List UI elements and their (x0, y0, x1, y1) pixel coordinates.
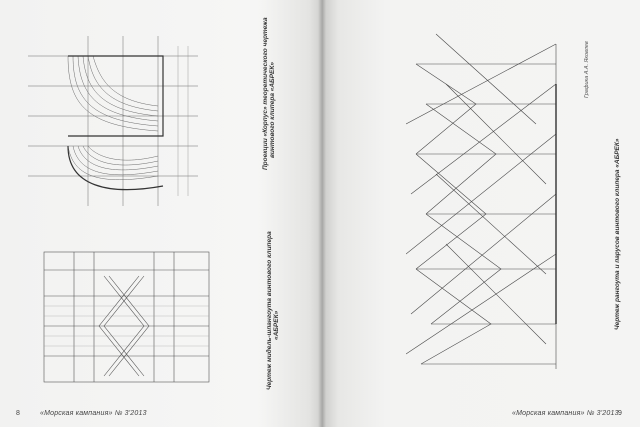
drawing2-caption (266, 231, 280, 390)
left-footer: «Морская кампания» № 3'2013 (40, 410, 147, 417)
right-footer: «Морская кампания» № 3'2013 (512, 410, 619, 417)
book-gutter (318, 0, 326, 427)
drawing1-caption-line2: винтового клипера «АБРЕК» (269, 62, 276, 158)
rigging-caption: Чертеж рангоута и парусов винтового клипера «АБРЕК» (614, 138, 621, 330)
right-page-number: 9 (618, 410, 622, 417)
midship-section-drawing (34, 246, 224, 396)
drawing2-caption-line2: «АБРЕК» (273, 310, 280, 340)
drawing1-caption-line1: Проекции «Корпус» теоретического чертежа (262, 17, 269, 170)
author-credit: Графика А.А. Яковлев (584, 41, 590, 98)
hull-body-plan-drawing (28, 36, 218, 206)
drawing1-caption (262, 17, 276, 170)
drawing2-caption-line1: Чертеж мидель-шпангоута винтового клипера (266, 231, 273, 390)
right-page (322, 0, 640, 427)
rigging-and-sails-drawing (406, 24, 606, 384)
left-page-number: 8 (16, 410, 20, 417)
